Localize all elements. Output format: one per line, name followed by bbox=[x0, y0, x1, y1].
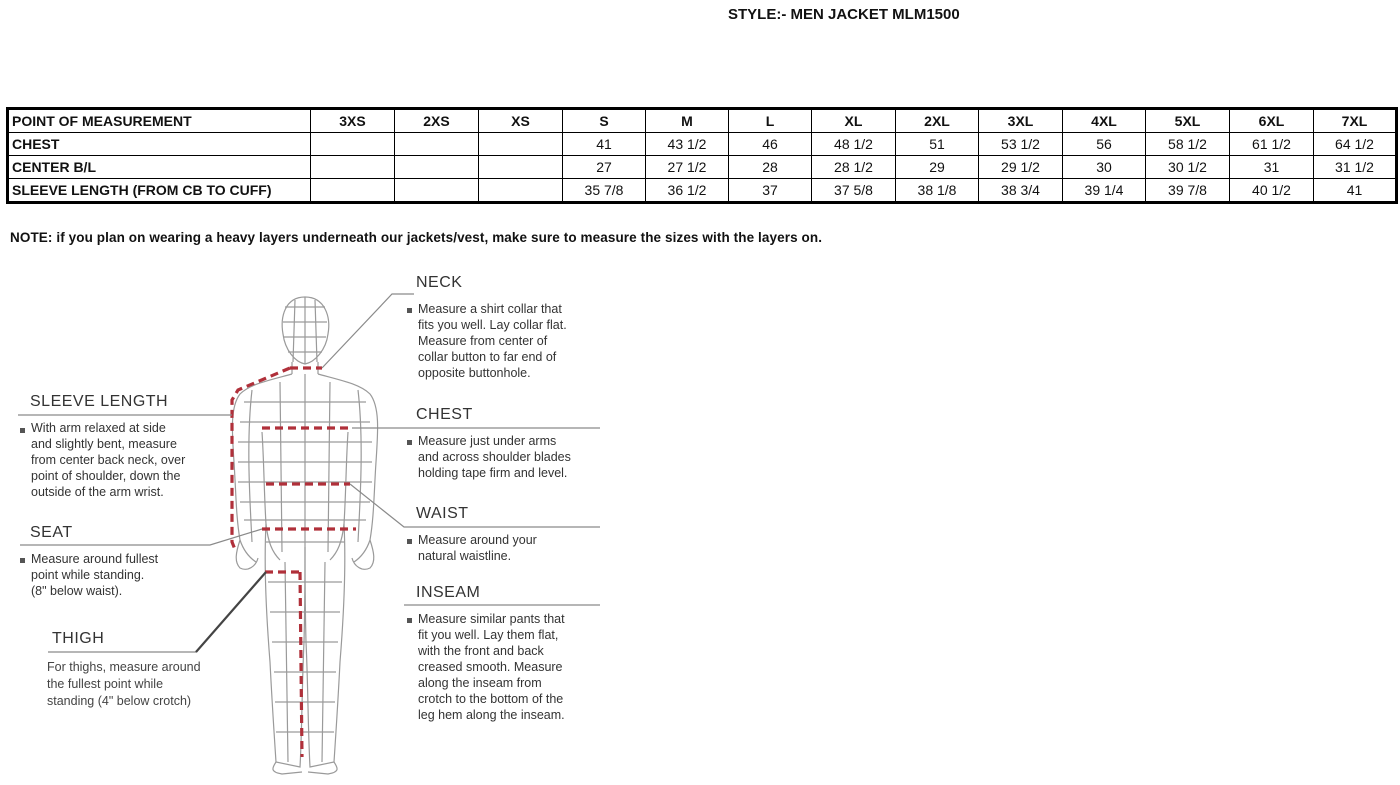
column-header-size: M bbox=[646, 109, 729, 133]
chest-label: CHEST bbox=[416, 406, 473, 423]
chest-description: Measure just under arms and across shoulder blades holding tape firm and level. bbox=[418, 434, 571, 480]
size-cell: 43 1/2 bbox=[646, 133, 729, 156]
row-label: CENTER B/L bbox=[8, 156, 311, 179]
sleeve-length-bullet bbox=[20, 428, 25, 433]
column-header-size: XL bbox=[812, 109, 896, 133]
size-cell: 35 7/8 bbox=[563, 179, 646, 203]
size-cell: 56 bbox=[1063, 133, 1146, 156]
inseam-label: INSEAM bbox=[416, 584, 481, 601]
size-cell bbox=[395, 156, 479, 179]
size-cell bbox=[311, 179, 395, 203]
seat-description: Measure around fullest point while standing. (8" below waist). bbox=[31, 552, 159, 598]
size-cell: 30 1/2 bbox=[1146, 156, 1230, 179]
sleeve-length-description: With arm relaxed at side and slightly bent, measure from center back neck, over point of shoulder, down the outside of the arm wrist. bbox=[31, 421, 186, 499]
size-cell: 31 bbox=[1230, 156, 1314, 179]
measurement-row bbox=[8, 133, 1397, 156]
neck-description: Measure a shirt collar that fits you well. Lay collar flat. Measure from center of collar button to far end of opposite buttonhole. bbox=[418, 302, 567, 380]
size-cell: 29 1/2 bbox=[979, 156, 1063, 179]
column-header-size: 6XL bbox=[1230, 109, 1314, 133]
column-header-size: 2XL bbox=[896, 109, 979, 133]
size-cell: 41 bbox=[1314, 179, 1397, 203]
measurement-row bbox=[8, 156, 1397, 179]
waist-label: WAIST bbox=[416, 505, 469, 522]
size-cell: 39 1/4 bbox=[1063, 179, 1146, 203]
size-chart-table bbox=[6, 107, 1398, 204]
thigh-description: For thighs, measure around the fullest point while standing (4" below crotch) bbox=[47, 660, 201, 708]
size-cell: 31 1/2 bbox=[1314, 156, 1397, 179]
sizing-note: NOTE: if you plan on wearing a heavy layers underneath our jackets/vest, make sure to measure the sizes with the layers on. bbox=[10, 230, 823, 245]
size-cell bbox=[479, 179, 563, 203]
column-header-size: 5XL bbox=[1146, 109, 1230, 133]
column-header-size: 7XL bbox=[1314, 109, 1397, 133]
measurement-row bbox=[8, 179, 1397, 203]
column-header-size: XS bbox=[479, 109, 563, 133]
style-title: STYLE:- MEN JACKET MLM1500 bbox=[728, 6, 960, 23]
size-header-row bbox=[8, 109, 1397, 133]
inseam-description: Measure similar pants that fit you well. Lay them flat, with the front and back creased smooth. Measure along the inseam from crotch to the bottom of the leg hem along the inseam. bbox=[418, 612, 565, 722]
size-cell: 64 1/2 bbox=[1314, 133, 1397, 156]
size-cell bbox=[395, 133, 479, 156]
size-cell: 27 1/2 bbox=[646, 156, 729, 179]
column-header-size: 3XS bbox=[311, 109, 395, 133]
size-cell: 38 3/4 bbox=[979, 179, 1063, 203]
row-label: CHEST bbox=[8, 133, 311, 156]
neck-bullet bbox=[407, 308, 412, 313]
size-cell: 51 bbox=[896, 133, 979, 156]
waist-bullet bbox=[407, 539, 412, 544]
size-cell bbox=[395, 179, 479, 203]
size-cell: 30 bbox=[1063, 156, 1146, 179]
thigh-label: THIGH bbox=[52, 630, 105, 647]
seat-label: SEAT bbox=[30, 524, 73, 541]
waist-description: Measure around your natural waistline. bbox=[418, 533, 537, 563]
size-cell: 38 1/8 bbox=[896, 179, 979, 203]
size-cell: 53 1/2 bbox=[979, 133, 1063, 156]
size-cell: 40 1/2 bbox=[1230, 179, 1314, 203]
size-cell bbox=[479, 156, 563, 179]
column-header-size: 2XS bbox=[395, 109, 479, 133]
column-header-size: 3XL bbox=[979, 109, 1063, 133]
row-label: SLEEVE LENGTH (FROM CB TO CUFF) bbox=[8, 179, 311, 203]
column-header-size: S bbox=[563, 109, 646, 133]
size-cell: 41 bbox=[563, 133, 646, 156]
column-header-size: L bbox=[729, 109, 812, 133]
size-cell: 37 bbox=[729, 179, 812, 203]
neck-label: NECK bbox=[416, 274, 463, 291]
inseam-bullet bbox=[407, 618, 412, 623]
size-cell: 58 1/2 bbox=[1146, 133, 1230, 156]
column-header-size: 4XL bbox=[1063, 109, 1146, 133]
size-cell: 28 1/2 bbox=[812, 156, 896, 179]
size-cell: 48 1/2 bbox=[812, 133, 896, 156]
seat-bullet bbox=[20, 558, 25, 563]
chest-bullet bbox=[407, 440, 412, 445]
size-cell: 46 bbox=[729, 133, 812, 156]
size-cell: 29 bbox=[896, 156, 979, 179]
size-cell: 28 bbox=[729, 156, 812, 179]
size-cell: 36 1/2 bbox=[646, 179, 729, 203]
size-cell: 39 7/8 bbox=[1146, 179, 1230, 203]
column-header-measurement: POINT OF MEASUREMENT bbox=[8, 109, 311, 133]
size-cell bbox=[311, 133, 395, 156]
size-cell bbox=[479, 133, 563, 156]
size-cell: 61 1/2 bbox=[1230, 133, 1314, 156]
sleeve-length-label: SLEEVE LENGTH bbox=[30, 393, 169, 410]
measurement-guide bbox=[0, 262, 620, 785]
size-cell: 27 bbox=[563, 156, 646, 179]
size-cell: 37 5/8 bbox=[812, 179, 896, 203]
size-cell bbox=[311, 156, 395, 179]
